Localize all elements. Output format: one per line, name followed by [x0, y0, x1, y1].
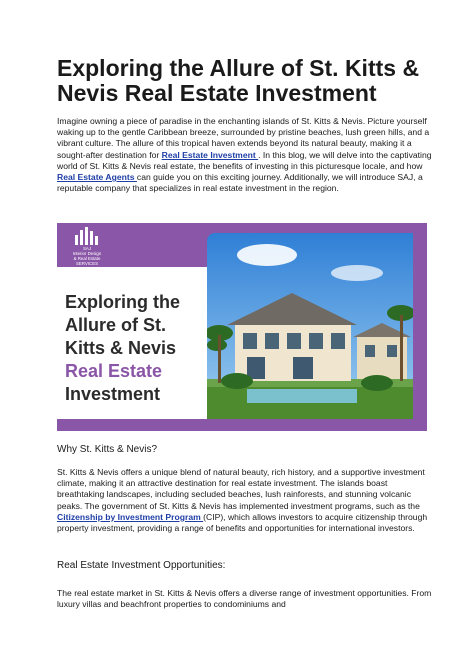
intro-text-2: . In this blog, we will delve into the captivating world of St. Kitts & Nevis real estate, the benefits of investing in this picturesque locale, and how: [57, 149, 432, 171]
villa-photo: [207, 233, 413, 419]
banner-line-3: Kitts & Nevis: [65, 338, 177, 358]
section-heading-opportunities: Real Estate Investment Opportunities:: [57, 560, 226, 571]
citizenship-by-investment-link[interactable]: Citizenship by Investment Program: [57, 511, 204, 522]
section-heading-why: Why St. Kitts & Nevis?: [57, 444, 158, 455]
banner-title: [65, 291, 215, 406]
why-text-1: St. Kitts & Nevis offers a unique blend of natural beauty, rich history, and a supportive investment climate, making it an attractive destination for real estate investment. The islands boast breathtaking landscapes, including secluded beaches, lush rainforests, and stunning volcanic peaks. The government of St. Kitts & Nevis has implemented investment programs, such as the: [57, 467, 425, 511]
intro-paragraph: [57, 116, 433, 194]
banner-line-1: Exploring the: [65, 292, 181, 312]
banner-line-2: Allure of St.: [65, 315, 167, 335]
opportunities-paragraph: The real estate market in St. Kitts & Nevis offers a diverse range of investment opportunities. From luxury villas and beachfront properties to condominiums and: [57, 588, 432, 610]
page-title: Exploring the Allure of St. Kitts & Nevis Real Estate Investment: [57, 55, 420, 106]
real-estate-investment-link[interactable]: Real Estate Investment: [161, 149, 259, 160]
hero-banner-image: [57, 223, 427, 431]
banner-line-5: Investment: [65, 384, 161, 404]
why-paragraph: [57, 467, 433, 534]
why-text-2: (CIP), which allows investors to acquire citizenship through property investment, providing a range of benefits and opportunities for international investors.: [57, 511, 428, 534]
saj-logo: [64, 227, 110, 265]
intro-text-3: can guide you on this exciting journey. Additionally, we will introduce SAJ, a reputable company that specializes in real estate investment in the region.: [57, 172, 423, 194]
intro-text-1: Imagine owning a piece of paradise in the enchanting islands of St. Kitts & Nevis. Picture yourself waking up to the gentle Caribbean breeze, surrounded by pristine beaches, lush green hills, and a vibrant culture. The allure of this tropical haven extends beyond its natural beauty, making it a sought-after destination for: [57, 116, 430, 160]
real-estate-agents-link[interactable]: Real Estate Agents: [57, 172, 137, 183]
logo-text: SAJ Interior Design & Real Estate SERVICES: [72, 246, 102, 266]
banner-line-4: Real Estate: [65, 361, 163, 381]
building-bars-icon: [74, 227, 100, 245]
